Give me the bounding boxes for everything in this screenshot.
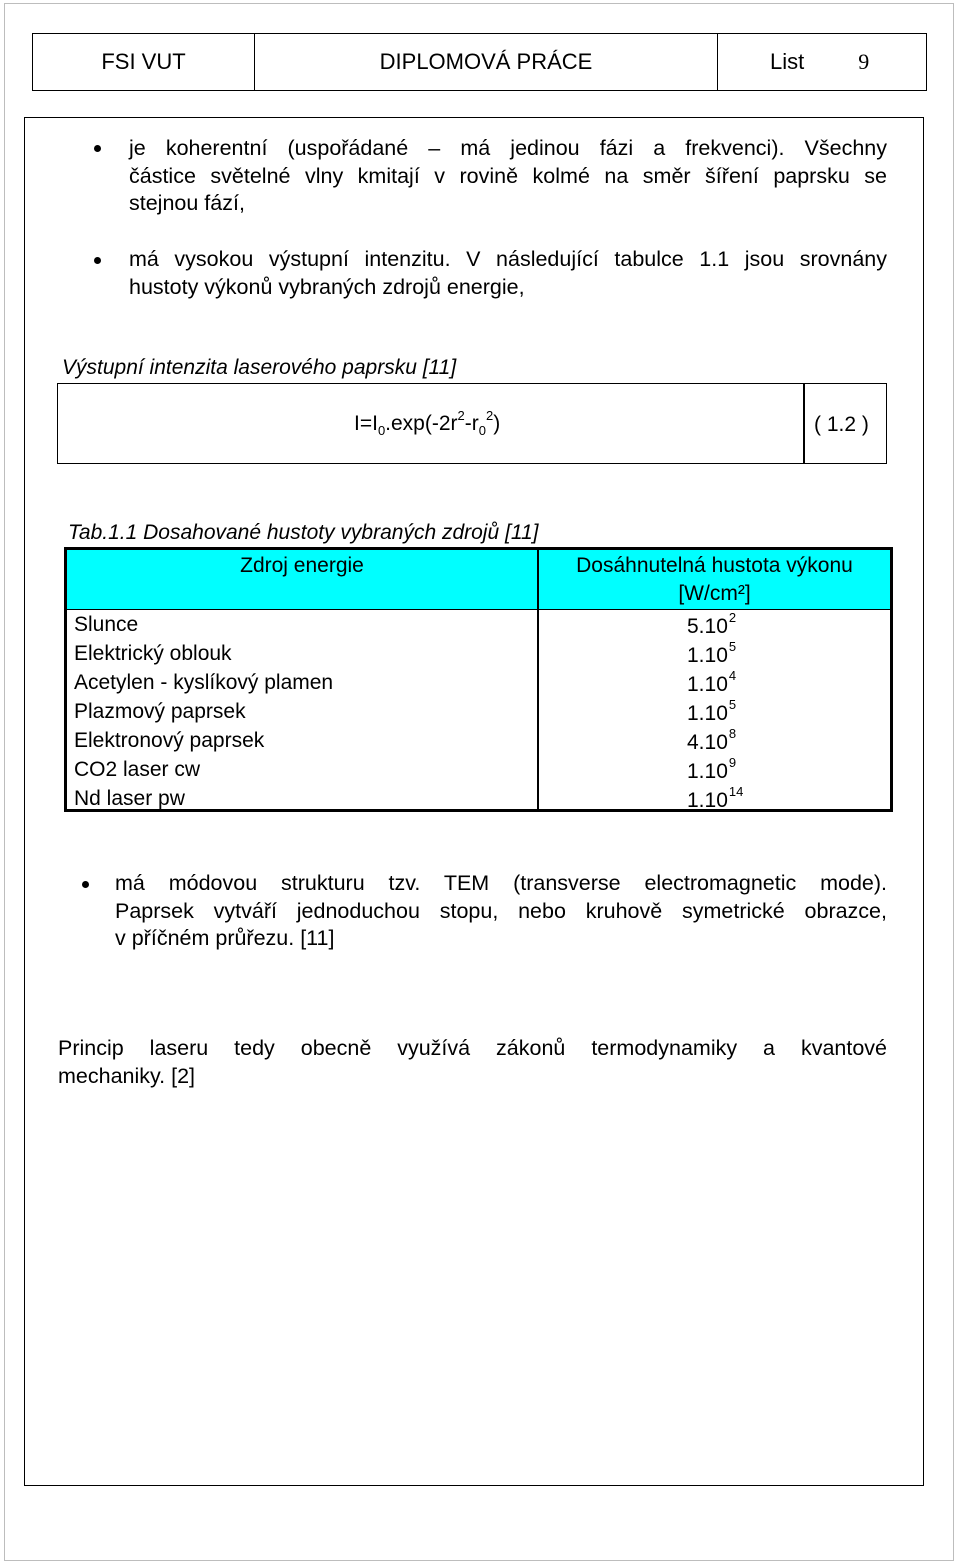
text-line: hustoty výkonů vybraných zdrojů energie, bbox=[129, 274, 525, 299]
bullet-dot bbox=[82, 881, 89, 888]
table-header-row bbox=[67, 550, 890, 610]
text-line: částice světelné vlny kmitají v rovině kolmé na směr šíření paprsku se bbox=[129, 163, 887, 188]
text-line: Princip laseru tedy obecně využívá zákonů termodynamiky a kvantové bbox=[58, 1036, 887, 1060]
table-row bbox=[67, 668, 890, 697]
cell-density: 1.10$^5$ bbox=[687, 639, 737, 667]
text-line: Paprsek vytváří jednoduchou stopu, nebo kruhově symetrické obrazce, bbox=[115, 898, 887, 923]
cell-source: Acetylen - kyslíkový plamen bbox=[74, 671, 334, 694]
page-header bbox=[32, 33, 927, 91]
bullet-item-coherence bbox=[129, 135, 887, 218]
header-document-title: DIPLOMOVÁ PRÁCE bbox=[255, 34, 718, 90]
equation-number: ( 1.2 ) bbox=[814, 413, 869, 436]
header-page-label bbox=[718, 34, 926, 90]
cell-density: 1.10$^9$ bbox=[687, 755, 737, 783]
text-line: v příčném průřezu. [11] bbox=[115, 926, 335, 950]
text-line: je koherentní (uspořádané – má jedinou fázi a frekvenci). Všechny bbox=[129, 136, 887, 160]
table-row bbox=[67, 610, 890, 639]
cell-density: 1.10$^{14}$ bbox=[687, 784, 744, 812]
table-header-density: Dosáhnutelná hustota výkonu [W/cm²] bbox=[576, 554, 853, 605]
table-row bbox=[67, 639, 890, 668]
header-list-label: List bbox=[770, 49, 805, 74]
table-caption: Tab.1.1 Dosahované hustoty vybraných zdrojů [11] bbox=[68, 521, 539, 544]
header-page-number: 9 bbox=[858, 49, 870, 74]
cell-source: Elektronový paprsek bbox=[74, 729, 265, 752]
cell-density: 1.10$^5$ bbox=[687, 697, 737, 725]
bullet-item-mode-structure bbox=[115, 870, 887, 953]
text-line: má módovou strukturu tzv. TEM (transverse electromagnetic mode). bbox=[115, 871, 887, 895]
cell-density: 4.10$^8$ bbox=[687, 726, 737, 754]
bullet-dot bbox=[94, 145, 101, 152]
cell-source: Slunce bbox=[74, 613, 139, 636]
table-row bbox=[67, 726, 890, 755]
bullet-item-intensity bbox=[129, 246, 887, 301]
table-header-source: Zdroj energie bbox=[240, 554, 364, 577]
cell-source: Nd laser pw bbox=[74, 787, 185, 810]
closing-paragraph bbox=[58, 1035, 887, 1090]
cell-source: Elektrický oblouk bbox=[74, 642, 232, 665]
header-school: FSI VUT bbox=[33, 34, 255, 90]
text-line: mechaniky. [2] bbox=[58, 1063, 196, 1088]
formula-box bbox=[57, 383, 887, 464]
cell-density: 1.10$^4$ bbox=[687, 668, 737, 696]
formula-intensity: $I=I_0.\exp(-2r^2-r_0^2)$ bbox=[354, 408, 501, 439]
text-line: stejnou fází, bbox=[129, 191, 245, 215]
cell-source: Plazmový paprsek bbox=[74, 700, 246, 723]
table-row bbox=[67, 755, 890, 784]
cell-density: 5.10$^2$ bbox=[687, 610, 737, 638]
bullet-dot bbox=[94, 257, 101, 264]
table-row bbox=[67, 697, 890, 726]
cell-source: CO2 laser cw bbox=[74, 758, 201, 781]
table-row bbox=[67, 784, 890, 813]
formula-divider bbox=[803, 384, 805, 463]
formula-caption: Výstupní intenzita laserového paprsku [11] bbox=[62, 356, 457, 379]
power-density-table bbox=[64, 547, 893, 812]
text-line: má vysokou výstupní intenzitu. V následující tabulce 1.1 jsou srovnány bbox=[129, 247, 887, 271]
